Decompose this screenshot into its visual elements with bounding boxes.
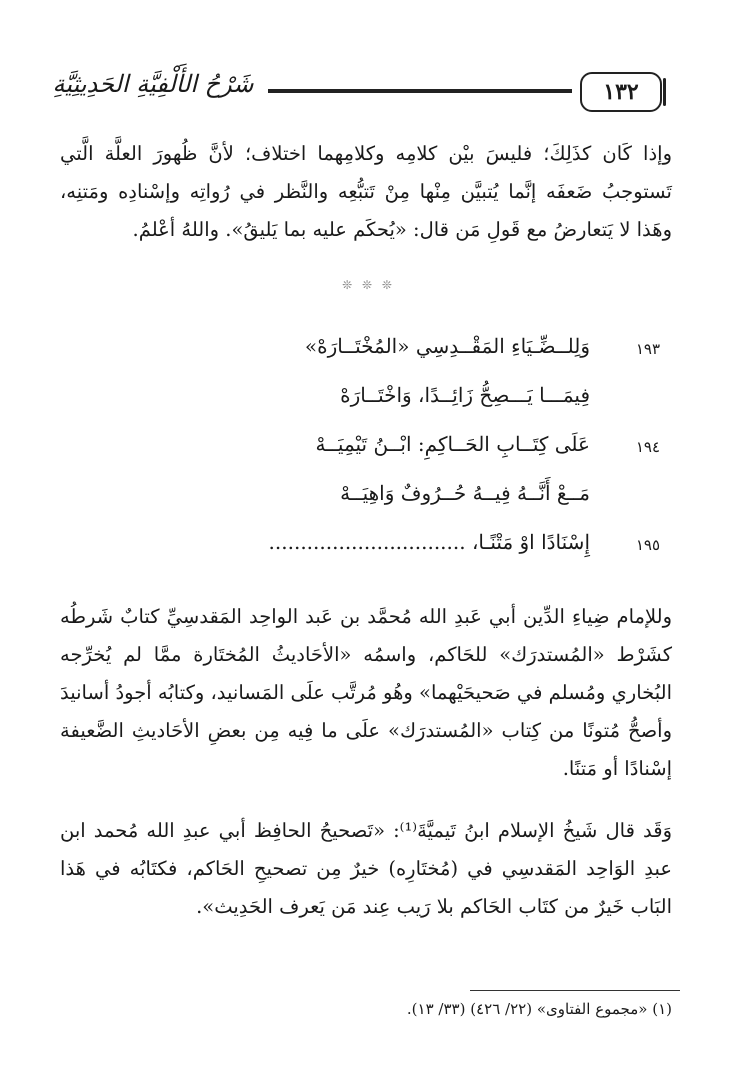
verse-line	[90, 526, 660, 575]
verse-number: ١٩٤	[635, 438, 660, 456]
verse-line	[90, 477, 660, 526]
verse-text: عَلَى كِتَــابِ الحَــاكِمِ: ابْــنُ تَيْمِيَــهْ	[315, 432, 590, 456]
verse-text: فِيمَـــا يَـــصِحُّ زَائِــدًا، وَاخْتَــارَهْ	[340, 383, 590, 407]
paragraph-3-text: وَقَد قال شَيخُ الإسلام ابنُ تَيميَّةَ⁽¹⁾: «تَصحيحُ الحافِظ أبي عبدِ الله مُحمد ابن عبدِ الوَاحِد المَقدسِي في (مُختَارِه) خيرٌ مِن تصحيحِ الحَاكم، فكتَابُه في هَذا البَاب خَيرٌ من كتَاب الحَاكم بلا رَيب عِند مَن يَعرف الحَدِيث».	[60, 819, 672, 918]
verse-block	[90, 330, 660, 575]
paragraph-2	[60, 598, 672, 788]
paragraph-3	[60, 812, 672, 926]
verse-number: ١٩٥	[635, 536, 660, 554]
verse-number: ١٩٣	[635, 340, 660, 358]
book-title: شَرْحُ الأَلْفِيَّةِ الحَدِيثِيَّةِ	[52, 70, 254, 98]
verse-line	[90, 330, 660, 379]
footnote-rule	[470, 990, 680, 991]
verse-line	[90, 428, 660, 477]
paragraph-1-text: وإذا كَان كذَلِكَ؛ فليسَ بيْن كلامِه وكلامِهما اختلاف؛ لأنَّ ظُهورَ العلَّة الَّتي تَستوجبُ ضَعفَه إنَّما يُتبيَّن مِنْها مِنْ تَتبُّعِه والنَّظر في رُواتِه وإسْنادِه ومَتنِه، وهَذا لا يَتعارضُ مع قَولِ مَن قال: «يُحكَم عليه بما يَليقُ». واللهُ أعْلمُ.	[60, 142, 672, 241]
header-rule	[268, 89, 572, 93]
verse-text: مَــعْ أَنَّــهُ فِيــهُ حُــرُوفٌ وَاهِيَــهْ	[340, 481, 590, 505]
paragraph-2-text: وللإمام ضِياءِ الدِّين أبي عَبدِ الله مُحمَّد بن عَبد الواحِد المَقدسِيِّ كتابٌ شَرطُه كشَرْط «المُستدرَك» للحَاكم، واسمُه «الأحَاديثُ المُختَارة ممَّا لم يُخرِّجه البُخاري ومُسلم في صَحيحَيْهما» وهُو مُرتَّب علَى المَسانيد، وكتابُه أجودُ أسانيدَ وأصحُّ مُتونًا من كِتاب «المُستدرَك» علَى ما فِيه مِن بعضِ الأحَاديثِ الضَّعيفة إسْنادًا أو مَتنًا.	[60, 605, 672, 780]
verse-text: وَلِلــضِّـيَاءِ المَقْــدِسِي «المُخْتَــارَهْ»	[304, 334, 590, 358]
verse-line	[90, 379, 660, 428]
section-separator: ❊ ❊ ❊	[342, 278, 395, 292]
page-number: ١٣٢	[580, 72, 662, 112]
footnote: (١) «مجموع الفتاوى» (٢٢/ ٤٢٦) (٣٣/ ١٣).	[406, 1000, 672, 1018]
paragraph-1	[60, 135, 672, 249]
verse-text: إِسْنَادًا اوْ مَتْنًـا، ...............................	[268, 530, 590, 554]
page-header	[40, 62, 670, 118]
